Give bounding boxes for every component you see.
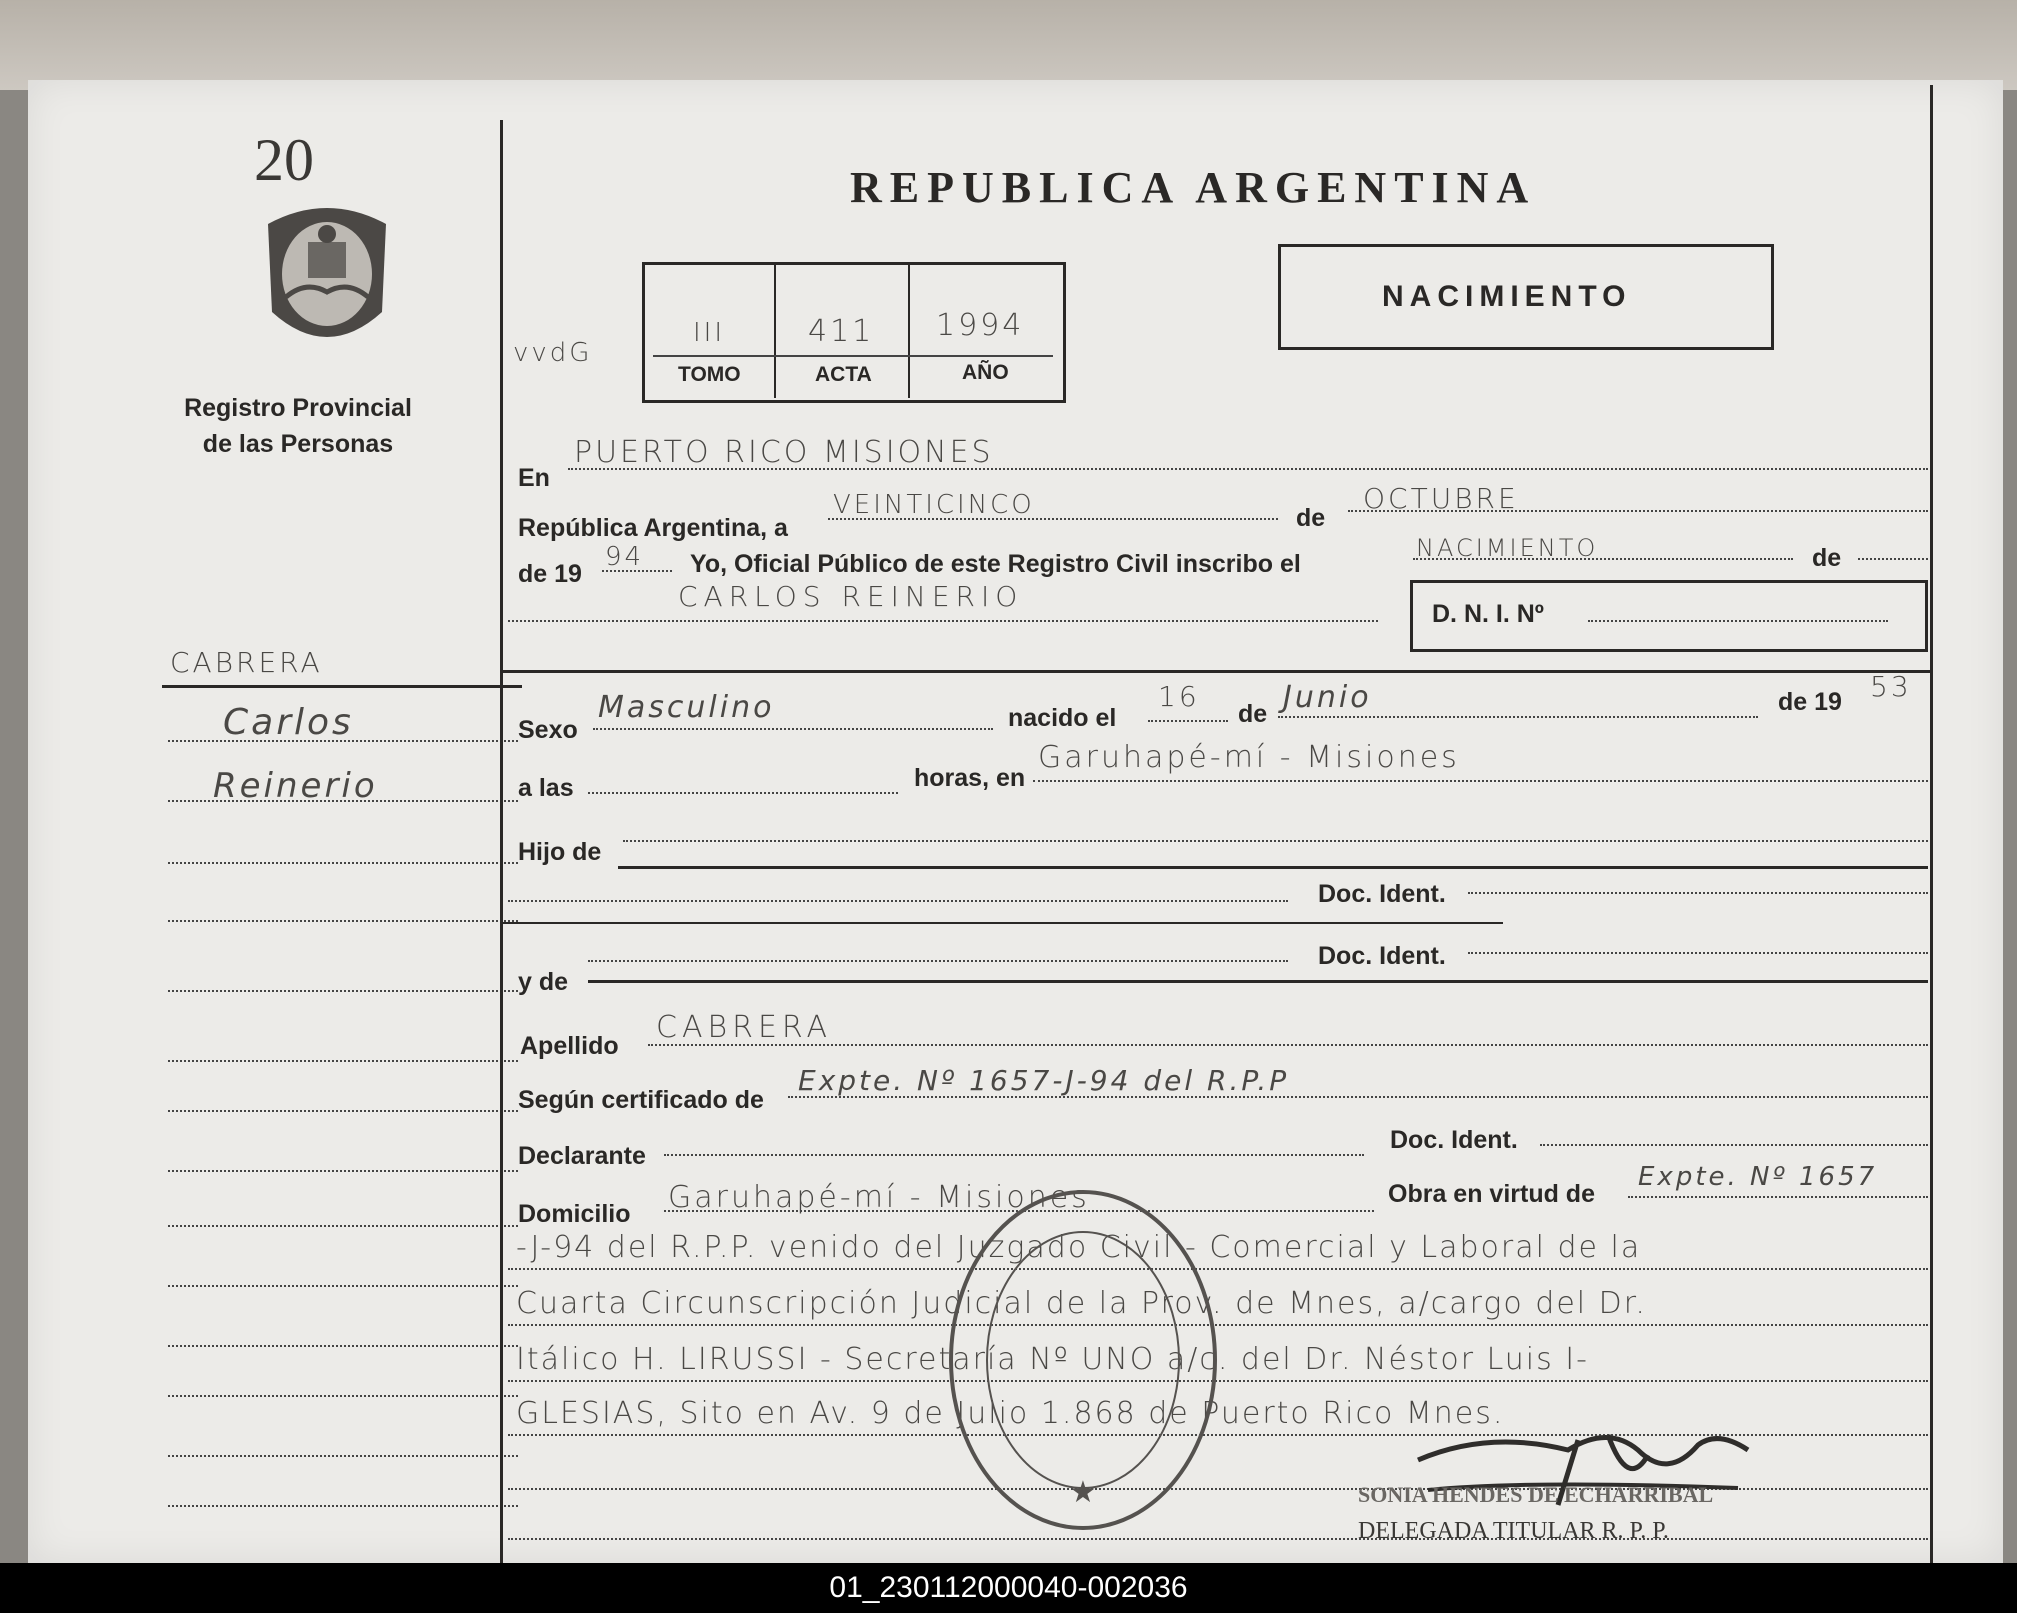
left-divider — [162, 685, 522, 688]
line-hijo — [623, 840, 1928, 842]
acta-value: 411 — [808, 314, 875, 349]
label-sexo: Sexo — [518, 716, 578, 744]
left-line — [168, 862, 518, 864]
left-line — [168, 990, 518, 992]
left-name-1: Carlos — [223, 702, 354, 743]
divider-padre — [503, 922, 1503, 924]
line-nombre — [508, 620, 1378, 622]
officer-initials: vvdG — [513, 338, 593, 368]
registry-divider — [908, 264, 910, 398]
line-hora — [588, 792, 898, 794]
value-nac-dia: 16 — [1158, 680, 1200, 713]
line-certificado — [788, 1096, 1928, 1098]
ano-label: AÑO — [962, 361, 1009, 384]
image-id-footer: 01_230112000040-002036 — [0, 1563, 2017, 1613]
label-domicilio: Domicilio — [518, 1200, 631, 1228]
institution-line-1: Registro Provincial — [184, 394, 412, 422]
value-certificado: Expte. Nº 1657-J-94 del R.P.P — [798, 1064, 1290, 1097]
value-acto: NACIMIENTO — [1416, 534, 1599, 562]
page-number: 20 — [254, 127, 314, 193]
line-apellido — [648, 1044, 1928, 1046]
label-a-las: a las — [518, 774, 574, 802]
value-nac-mes: Junio — [1283, 680, 1372, 715]
institution-name — [163, 390, 433, 462]
label-de-nac-mes: de — [1238, 700, 1268, 728]
line-hijo-solid — [618, 866, 1928, 869]
label-republica: República Argentina, a — [518, 514, 788, 542]
line-sexo — [593, 728, 993, 730]
left-line — [168, 1285, 518, 1287]
country-title: REPUBLICA ARGENTINA — [850, 163, 1537, 212]
label-obra: Obra en virtud de — [1388, 1180, 1595, 1208]
value-lugar: PUERTO RICO MISIONES — [574, 435, 994, 470]
label-en: En — [518, 464, 550, 492]
label-de-19-nac: de 19 — [1778, 688, 1842, 716]
record-type: NACIMIENTO — [1382, 280, 1632, 313]
label-de-mes: de — [1296, 504, 1326, 532]
line-madre-solid — [588, 980, 1928, 983]
value-obra: Expte. Nº 1657 — [1638, 1162, 1878, 1192]
value-nac-anio: 53 — [1870, 670, 1912, 703]
left-line — [168, 1395, 518, 1397]
signatory-title: DELEGADA TITULAR R. P. P. — [1358, 1518, 1669, 1544]
svg-text:★: ★ — [1069, 1476, 1097, 1509]
line-en — [568, 468, 1928, 470]
label-segun: Según certificado de — [518, 1086, 764, 1114]
label-apellido: Apellido — [520, 1032, 619, 1060]
label-nacido: nacido el — [1008, 704, 1117, 732]
line-doc-1 — [1468, 892, 1928, 894]
left-name-2: Reinerio — [213, 766, 378, 806]
value-mes: OCTUBRE — [1363, 482, 1519, 515]
line-obra — [1628, 1196, 1928, 1198]
right-border — [1930, 85, 1933, 1563]
line-dia — [828, 518, 1278, 520]
signatory-name: SONIA HENDES DE ECHARRIBAL — [1358, 1482, 1714, 1507]
left-line — [168, 1455, 518, 1457]
line-nac-mes — [1278, 716, 1758, 718]
value-nombre: CARLOS REINERIO — [678, 580, 1024, 613]
column-divider — [500, 120, 503, 1563]
document-page — [28, 80, 2003, 1563]
line-mes — [1348, 510, 1928, 512]
line-de-acto — [1858, 558, 1928, 560]
left-line — [168, 800, 518, 802]
label-doc-ident-1: Doc. Ident. — [1318, 880, 1446, 908]
tomo-label: TOMO — [678, 363, 741, 386]
acta-label: ACTA — [815, 363, 872, 386]
value-domicilio: Garuhapé-mí - Misiones — [668, 1180, 1090, 1215]
left-line — [168, 1225, 518, 1227]
observation-line-2: Cuarta Circunscripción Judicial de la Prov. de Mnes, a/cargo del Dr. — [516, 1286, 1647, 1321]
value-anio: 94 — [605, 542, 645, 572]
registry-divider — [774, 264, 776, 398]
line-nac-dia — [1148, 720, 1228, 722]
observation-line-4: GLESIAS, Sito en Av. 9 de Julio 1.868 de Puerto Rico Mnes. — [516, 1396, 1505, 1431]
registry-line — [653, 355, 1053, 357]
left-line — [168, 1345, 518, 1347]
line-dni — [1588, 620, 1888, 622]
left-line — [168, 1110, 518, 1112]
institution-line-2: de las Personas — [202, 430, 394, 458]
line-anio — [602, 570, 672, 572]
official-stamp — [938, 1180, 1228, 1540]
label-horas: horas, en — [914, 764, 1026, 792]
left-line — [168, 920, 518, 922]
label-doc-ident-2: Doc. Ident. — [1318, 942, 1446, 970]
tomo-value: III — [693, 318, 726, 348]
line-declarante — [664, 1154, 1364, 1156]
left-line — [168, 1505, 518, 1507]
left-line — [168, 740, 518, 742]
label-declarante: Declarante — [518, 1142, 646, 1170]
value-apellido: CABRERA — [656, 1010, 833, 1045]
province-seal — [256, 202, 398, 352]
line-acto — [1413, 558, 1793, 560]
label-dni: D. N. I. Nº — [1432, 600, 1544, 628]
label-doc-ident-3: Doc. Ident. — [1390, 1126, 1518, 1154]
section-divider — [503, 670, 1931, 673]
line-doc-3 — [1540, 1144, 1928, 1146]
observation-line-1: -J-94 del R.P.P. venido del Juzgado Civil - Comercial y Laboral de la — [516, 1230, 1642, 1265]
label-de-acto: de — [1812, 544, 1842, 572]
label-de19: de 19 — [518, 560, 582, 588]
left-line — [168, 1170, 518, 1172]
book-top-edge — [0, 0, 2017, 90]
line-madre — [588, 960, 1288, 962]
label-yo: Yo, Oficial Público de este Registro Civil inscribo el — [690, 550, 1301, 578]
observation-line-3: Itálico H. LIRUSSI - Secretaría Nº UNO a/c. del Dr. Néstor Luis I- — [516, 1342, 1589, 1377]
line-padre — [508, 900, 1288, 902]
ano-value: 1994 — [936, 308, 1025, 343]
line-doc-2 — [1468, 952, 1928, 954]
left-surname: CABRERA — [170, 646, 323, 679]
line-lugar-nac — [1033, 780, 1928, 782]
label-y-de: y de — [518, 968, 569, 996]
value-sexo: Masculino — [598, 690, 775, 725]
value-dia: VEINTICINCO — [833, 490, 1035, 520]
label-hijo: Hijo de — [518, 838, 602, 866]
value-lugar-nac: Garuhapé-mí - Misiones — [1038, 740, 1460, 775]
left-line — [168, 1060, 518, 1062]
